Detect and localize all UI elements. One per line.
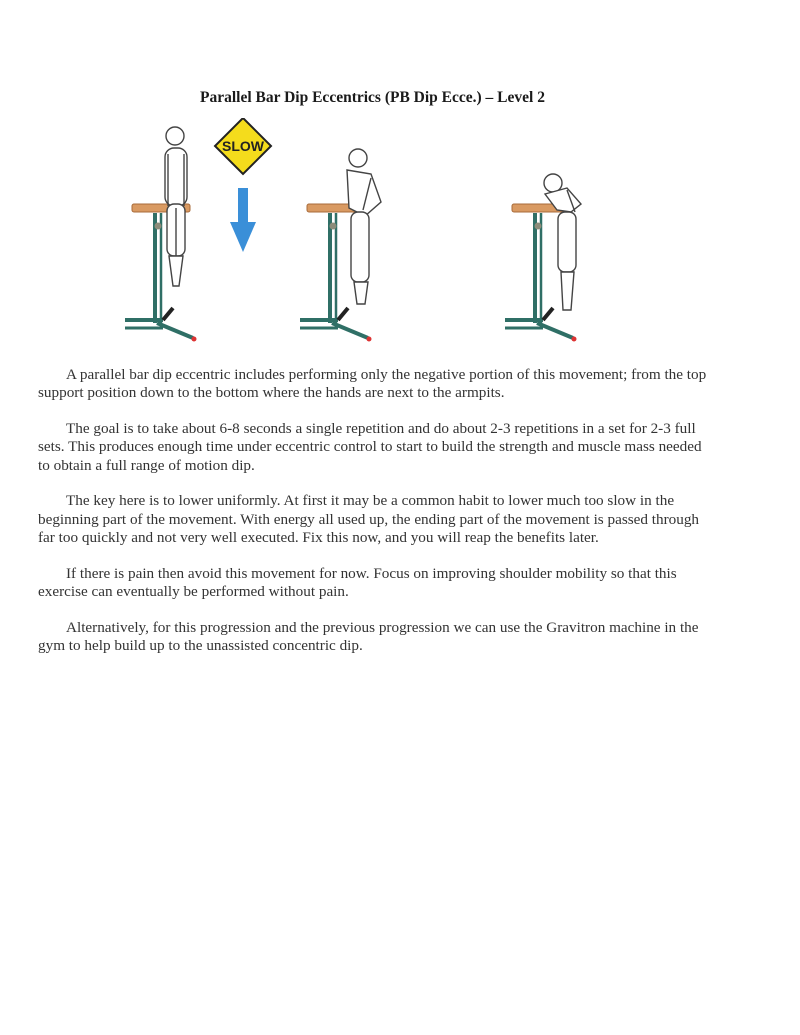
slow-sign xyxy=(215,118,271,174)
paragraph: The goal is to take about 6-8 seconds a single repetition and do about 2-3 repetitions in a set for 2-3 full sets. This produces enough time under eccentric control to start to build the strength and muscle mass needed to obtain a full range of motion dip. xyxy=(38,420,702,474)
frame-bottom-position xyxy=(505,174,581,342)
frame-top-position xyxy=(125,127,197,342)
paragraph: Alternatively, for this progression and the previous progression we can use the Gravitron machine in the gym to help build up to the unassisted concentric dip. xyxy=(38,618,699,655)
page-title: Parallel Bar Dip Eccentrics (PB Dip Ecce.) – Level 2 xyxy=(200,89,545,106)
paragraph: A parallel bar dip eccentric includes performing only the negative portion of this movement; from the top support position down to the bottom where the hands are next to the armpits. xyxy=(38,366,707,402)
body-text xyxy=(38,366,714,673)
slow-sign-text: SLOW xyxy=(222,138,264,154)
paragraph: The key here is to lower uniformly. At first it may be a common habit to lower much too slow in the beginning part of the movement. With energy all used up, the ending part of the movement is passed through far too quickly and not very well executed. Fix this now, and you will reap the benefits later. xyxy=(38,492,700,547)
frame-mid-position xyxy=(300,149,381,342)
down-arrow-icon xyxy=(230,188,256,252)
paragraph: If there is pain then avoid this movement for now. Focus on improving shoulder mobility so that this exercise can eventually be performed without pain. xyxy=(38,564,677,601)
dip-eccentric-illustration xyxy=(125,118,605,350)
